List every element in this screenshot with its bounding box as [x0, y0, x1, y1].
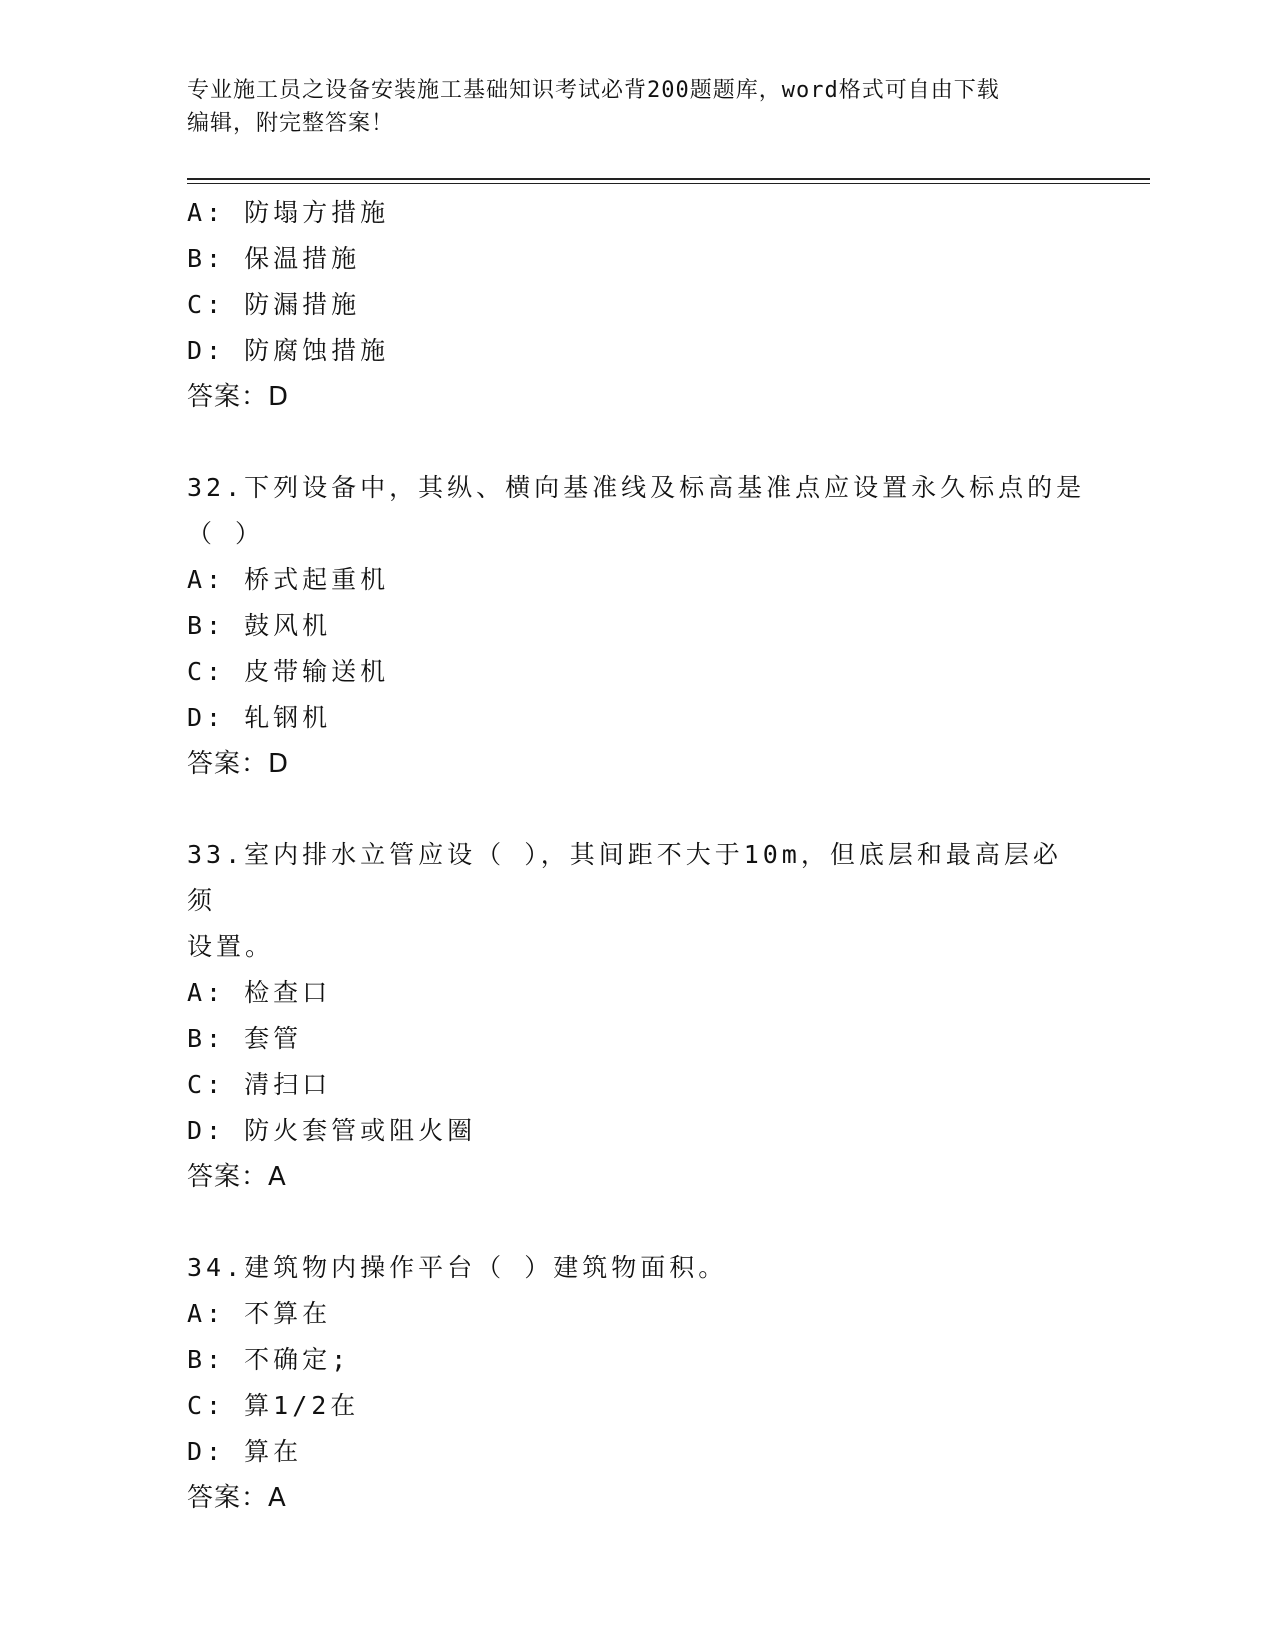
answer: 答案：D — [187, 382, 290, 412]
answer: 答案：A — [187, 1162, 287, 1192]
header-divider-thin — [187, 183, 1150, 184]
option-c: C: 防漏措施 — [187, 290, 361, 319]
option-b: B: 保温措施 — [187, 244, 361, 273]
question-stem: 32.下列设备中，其纵、横向基准线及标高基准点应设置永久标点的是 — [187, 473, 1086, 502]
document-header — [187, 74, 1087, 140]
option-b: B: 套管 — [187, 1024, 303, 1053]
question-31 — [187, 190, 1087, 420]
question-stem: 33.室内排水立管应设（ ），其间距不大于10m，但底层和最高层必须 — [187, 840, 1062, 915]
question-33 — [187, 832, 1087, 1200]
answer: 答案：D — [187, 749, 290, 779]
spacer — [187, 420, 1087, 465]
header-divider-thick — [187, 178, 1150, 180]
header-title-line1: 专业施工员之设备安装施工基础知识考试必背200题题库，word格式可自由下载 — [187, 78, 1000, 103]
option-a: A: 不算在 — [187, 1299, 332, 1328]
option-d: D: 防腐蚀措施 — [187, 336, 390, 365]
option-a: A: 检查口 — [187, 978, 332, 1007]
option-a: A: 桥式起重机 — [187, 565, 390, 594]
question-list — [187, 190, 1087, 1521]
question-32 — [187, 465, 1087, 787]
question-stem: 34.建筑物内操作平台（ ）建筑物面积。 — [187, 1253, 728, 1282]
option-b: B: 不确定; — [187, 1345, 351, 1374]
spacer — [187, 1200, 1087, 1245]
option-c: C: 皮带输送机 — [187, 657, 390, 686]
option-b: B: 鼓风机 — [187, 611, 332, 640]
answer: 答案：A — [187, 1483, 287, 1513]
option-c: C: 算1/2在 — [187, 1391, 360, 1420]
question-stem-continued: （ ） — [187, 519, 265, 548]
question-stem-continued: 设置。 — [187, 932, 275, 961]
option-c: C: 清扫口 — [187, 1070, 332, 1099]
option-d: D: 算在 — [187, 1437, 303, 1466]
question-34 — [187, 1245, 1087, 1521]
option-d: D: 轧钢机 — [187, 703, 332, 732]
option-a: A: 防塌方措施 — [187, 198, 390, 227]
option-d: D: 防火套管或阻火圈 — [187, 1116, 477, 1145]
spacer — [187, 787, 1087, 832]
header-title-line2: 编辑，附完整答案！ — [187, 111, 395, 136]
